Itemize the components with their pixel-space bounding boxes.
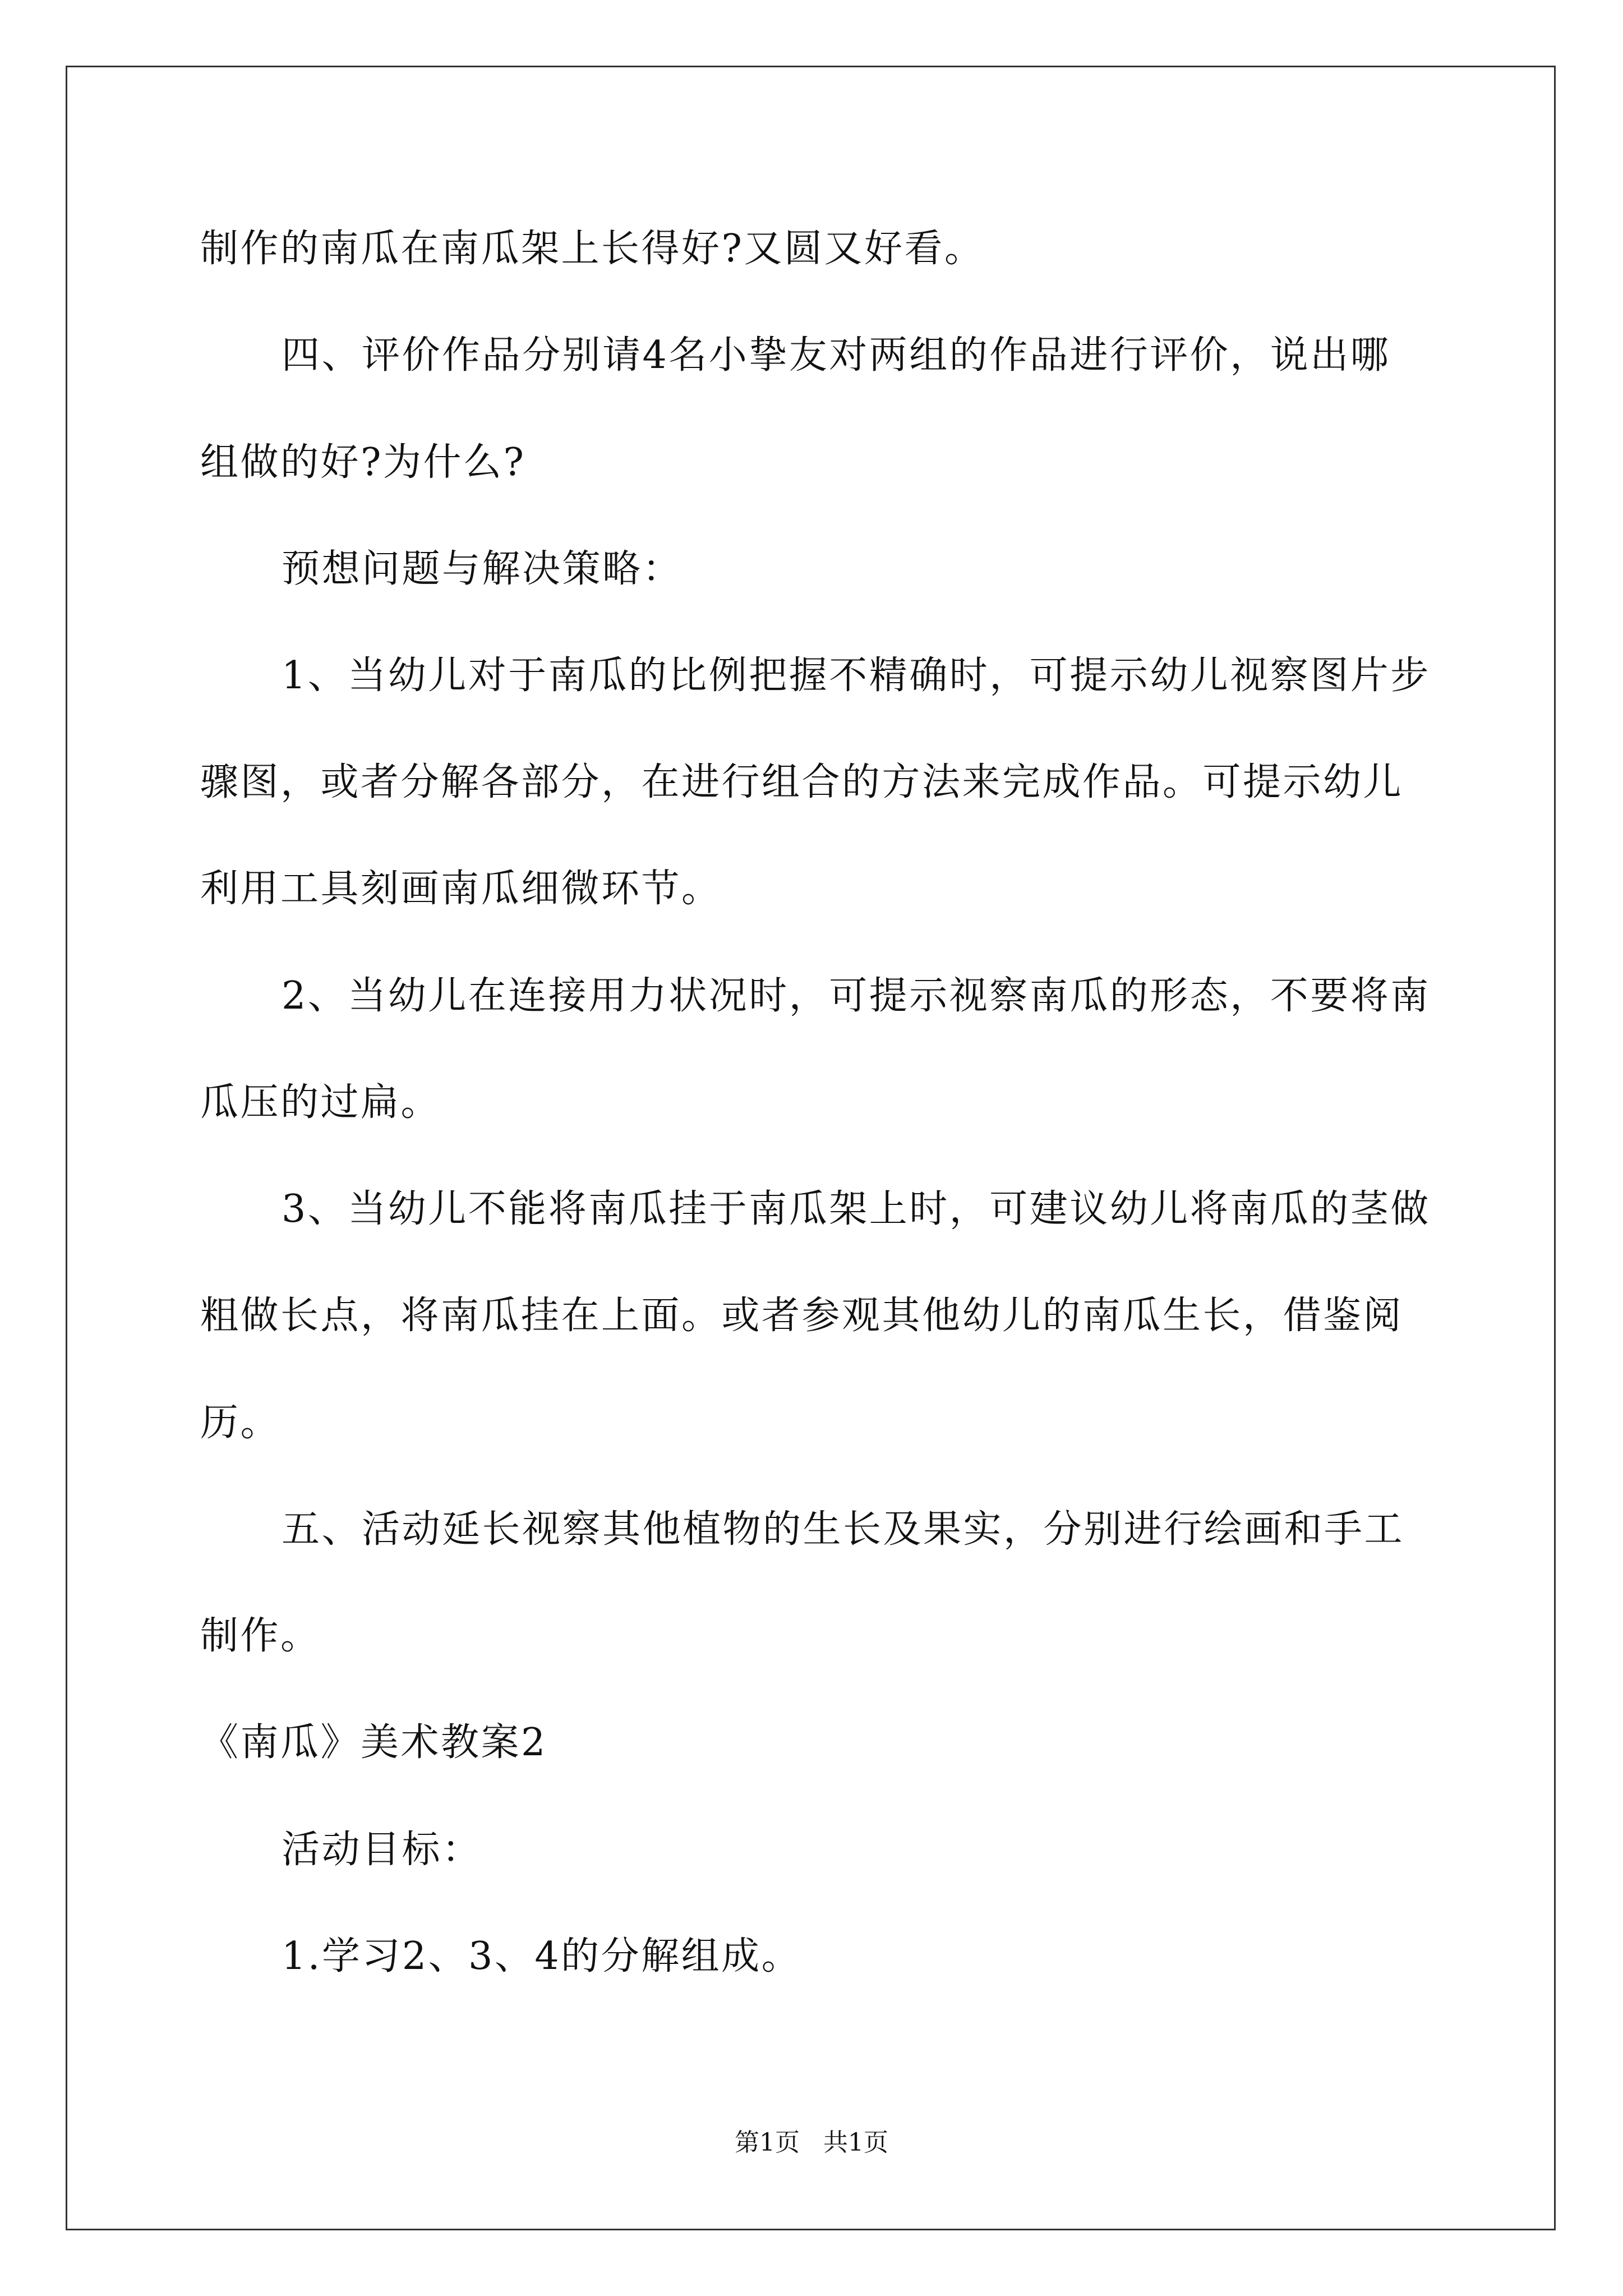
text-line: 组做的好?为什么? [200, 440, 526, 485]
text-line: 利用工具刻画南瓜细微环节。 [200, 867, 722, 911]
text-line: 历。 [200, 1401, 281, 1445]
page-number-footer: 第1页 共1页 [735, 2128, 888, 2157]
text-line: 五、活动延长视察其他植物的生长及果实，分别进行绘画和手工 [282, 1507, 1405, 1552]
section-heading: 《南瓜》美术教案2 [200, 1720, 547, 1765]
text-line: 骤图，或者分解各部分，在进行组合的方法来完成作品。可提示幼儿 [200, 760, 1404, 804]
text-line: 1、当幼儿对于南瓜的比例把握不精确时，可提示幼儿视察图片步 [282, 654, 1431, 698]
page-border [66, 66, 1556, 2230]
text-line: 1.学习2、3、4的分解组成。 [282, 1934, 802, 1978]
text-line: 制作的南瓜在南瓜架上长得好?又圆又好看。 [200, 227, 985, 271]
text-line: 瓜压的过扁。 [200, 1080, 441, 1125]
text-line: 制作。 [200, 1614, 321, 1658]
text-line: 四、评价作品分别请4名小挚友对两组的作品进行评价，说出哪 [282, 333, 1391, 378]
text-line: 粗做长点，将南瓜挂在上面。或者参观其他幼儿的南瓜生长，借鉴阅 [200, 1294, 1404, 1338]
text-line: 预想问题与解决策略： [282, 547, 683, 591]
text-line: 3、当幼儿不能将南瓜挂于南瓜架上时，可建议幼儿将南瓜的茎做 [282, 1187, 1431, 1231]
text-line: 活动目标： [282, 1828, 482, 1872]
text-line: 2、当幼儿在连接用力状况时，可提示视察南瓜的形态，不要将南 [282, 974, 1431, 1018]
